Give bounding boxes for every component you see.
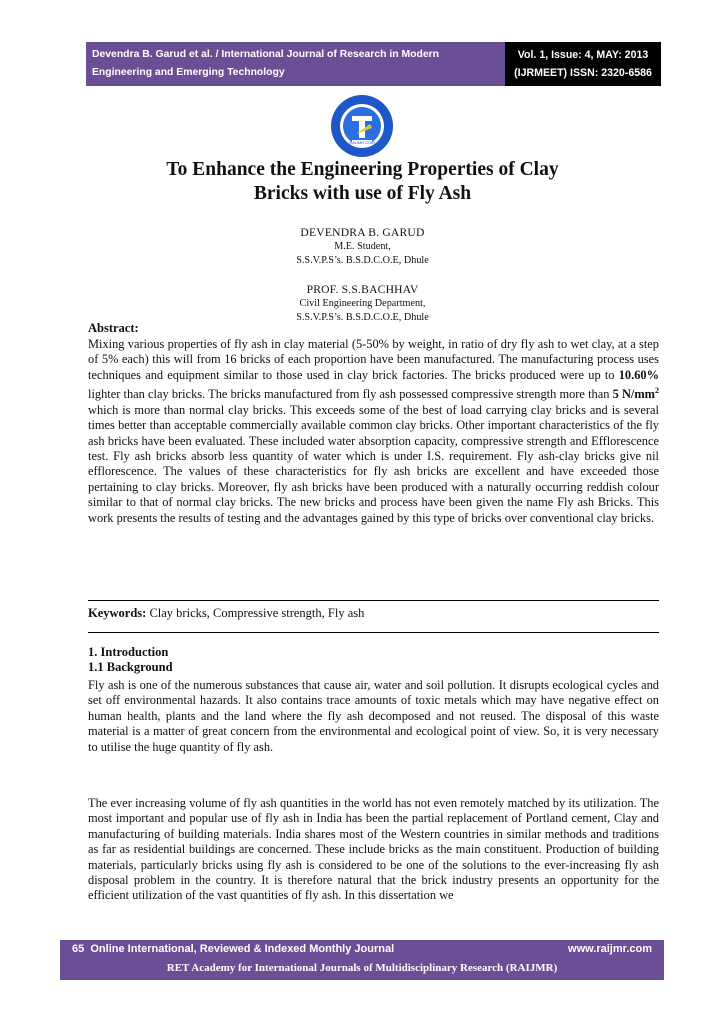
logo-text: RAIJMR.COM xyxy=(349,140,375,146)
footer-journal-line xyxy=(72,941,652,957)
journal-header xyxy=(86,42,661,86)
header-left-line1: Devendra B. Garud et al. / International Journal of Research in Modern xyxy=(92,49,440,60)
header-issue-info xyxy=(505,42,661,86)
title-line2: Bricks with use of Fly Ash xyxy=(253,183,472,204)
author-name: PROF. S.S.BACHHAV xyxy=(306,283,419,296)
abstract-divider xyxy=(88,600,659,601)
body-paragraph: The ever increasing volume of fly ash quantities in the world has not even remotely matched by its utilization. The most important and popular use of fly ash in India has been the partial replacement of Portland cement, Clay and manufacturing of building materials. India shares most of the Western countries in similar methods and traditions as far as residential buildings are concerned. These include bricks as the main constituent. Production of building materials, particularly bricks using fly ash is considered to be one of the solutions to the ever-increasing fly ash disposal problem in the country. It is therefore natural that the brick industry presents an opportunity for the efficient utilization of the vast quantities of fly ash. In this dissertation we xyxy=(88,796,659,903)
keywords-divider xyxy=(88,632,659,633)
body-paragraph: Fly ash is one of the numerous substances that cause air, water and soil pollution. It disrupts ecological cycles and set off environmental hazards. It also contains trace amounts of toxic metals which may have negative effect on human health, plants and the land where the fly ash decomposed and not reused. The disposal of this waste material is a matter of great concern from the environmental and ecological point of view. So, it is very necessary to utilise the huge quantity of fly ash. xyxy=(88,678,659,754)
raijmr-logo-icon xyxy=(330,94,394,158)
journal-description: Online International, Reviewed & Indexed Monthly Journal xyxy=(90,943,395,955)
abstract-bold-strength: 5 $N/mm^2$ xyxy=(612,386,659,402)
header-journal-info xyxy=(86,42,505,86)
header-right-line2: (IJRMEET) ISSN: 2320-6586 xyxy=(514,67,652,79)
author-block xyxy=(200,225,525,325)
section-heading: 1. Introduction xyxy=(88,645,169,659)
header-right-line1: Vol. 1, Issue: 4, MAY: 2013 xyxy=(517,49,649,61)
paper-title xyxy=(90,158,635,206)
author-affiliation: S.S.V.P.S’s. B.S.D.C.O.E, Dhule xyxy=(296,255,429,266)
title-line1: To Enhance the Engineering Properties of Clay xyxy=(166,159,559,180)
header-left-line2: Engineering and Emerging Technology xyxy=(92,67,285,78)
abstract-text: Mixing various properties of fly ash in clay material (5-50% by weight, in ratio of dry fly ash to wet clay, at a step of 5% each) this will from 16 bricks of each proportion have been manufactured. The manufacturing process uses techniques and equipment similar to those used in clay brick factories. The bricks produced were up to 10.60% lighter than clay bricks. The bricks manufactured from fly ash possessed compressive strength more than 5 $N/mm^2$ which is more than normal clay bricks. This exceeds some of the best of load carrying clay bricks and is several times better than acceptable commercially available common clay bricks. Other important characteristics of the fly ash bricks have been evaluated. These included water absorption capacity, compressive strength and Efflorescence test. Fly ash bricks absorb less quantity of water which is under I.S. requirement. Fly ash-clay bricks give nil efflorescence. The values of these characteristics for fly ash bricks are excellent and have exceeded those pertaining to clay bricks. Moreover, fly ash bricks have been produced with a naturally occurring reddish colour similar to that of normal clay bricks. The new bricks and process have been given the name Fly ash Bricks. This work presents the results of testing and the advantages gained by this type of bricks over conventional clay bricks. xyxy=(88,337,659,525)
footer-academy: RET Academy for International Journals of Multidisciplinary Research (RAIJMR) xyxy=(166,962,558,974)
keywords-list: Clay bricks, Compressive strength, Fly ash xyxy=(146,606,365,620)
author-role: Civil Engineering Department, xyxy=(299,298,426,309)
journal-website-link[interactable]: www.raijmr.com xyxy=(568,943,652,955)
abstract-bold-percentage: 10.60% xyxy=(618,367,659,382)
keywords-line xyxy=(88,606,364,621)
author-affiliation: S.S.V.P.S’s. B.S.D.C.O.E, Dhule xyxy=(296,312,429,323)
author-name: DEVENDRA B. GARUD xyxy=(300,226,425,239)
author-role: M.E. Student, xyxy=(334,241,391,252)
abstract-heading: Abstract: xyxy=(88,321,139,335)
keywords-label: Keywords: xyxy=(88,606,147,620)
subsection-heading: 1.1 Background xyxy=(88,660,173,674)
page-number: 65 xyxy=(72,943,85,955)
